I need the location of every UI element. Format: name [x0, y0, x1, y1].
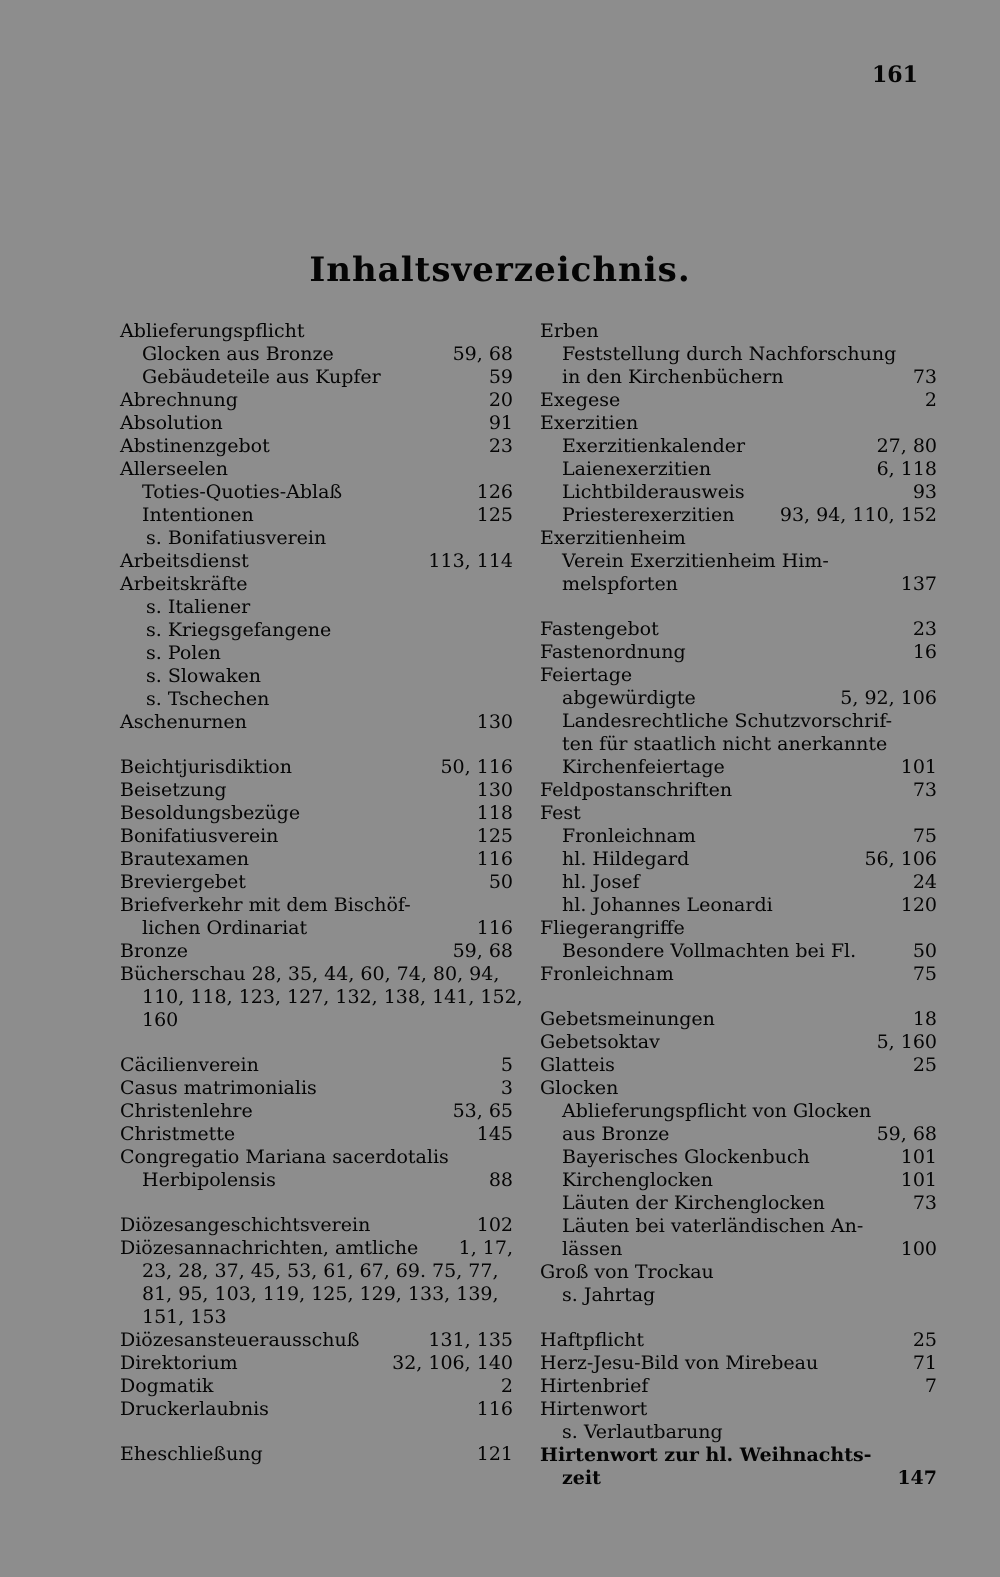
index-entry-pages: 59, 68 — [452, 343, 513, 365]
index-entry — [120, 642, 513, 665]
index-entry-pages: 71 — [912, 1352, 937, 1374]
index-entry — [120, 1398, 513, 1421]
index-entry-pages: 23 — [488, 435, 513, 457]
index-entry — [540, 664, 937, 687]
index-entry-pages: 145 — [476, 1123, 513, 1145]
index-entry — [540, 963, 937, 986]
index-entry — [120, 550, 513, 573]
index-entry-pages: 32, 106, 140 — [392, 1352, 513, 1374]
index-entry — [120, 619, 513, 642]
index-entry — [540, 343, 937, 366]
index-entry-label: Gebetsoktav — [540, 1031, 660, 1053]
index-entry — [540, 1352, 937, 1375]
index-entry-label: s. Polen — [146, 642, 221, 664]
index-entry-label: Fest — [540, 802, 581, 824]
index-entry-label: Landesrechtliche Schutzvorschrif- — [562, 710, 893, 732]
index-entry-label: lässen — [562, 1238, 623, 1260]
index-entry-label: lichen Ordinariat — [142, 917, 308, 939]
index-entry-label: Lichtbilderausweis — [562, 481, 745, 503]
index-entry-label: Intentionen — [142, 504, 254, 526]
index-entry — [540, 871, 937, 894]
index-entry — [540, 756, 937, 779]
index-entry-label: Exerzitien — [540, 412, 639, 434]
index-entry — [540, 1375, 937, 1398]
index-entry-label: Feiertage — [540, 664, 633, 686]
index-entry-pages: 101 — [900, 756, 937, 778]
index-entry — [120, 435, 513, 458]
index-entry-label: Feldpostanschriften — [540, 779, 733, 801]
index-entry-label: Cäcilienverein — [120, 1054, 259, 1076]
index-entry — [120, 688, 513, 711]
index-entry — [120, 1077, 513, 1100]
index-entry-label: hl. Josef — [562, 871, 640, 893]
index-entry-label: Diözesansteuerausschuß — [120, 1329, 360, 1351]
index-entry-label: Christmette — [120, 1123, 236, 1145]
index-entry — [120, 1375, 513, 1398]
index-entry-pages: 137 — [900, 573, 937, 595]
index-entry-label: Glocken — [540, 1077, 619, 1099]
index-entry-label: ten für staatlich nicht anerkannte — [562, 733, 888, 755]
index-entry-label: Fronleichnam — [540, 963, 674, 985]
index-entry — [540, 1421, 937, 1444]
index-entry-label: Läuten der Kirchenglocken — [562, 1192, 825, 1214]
index-entry-label: Groß von Trockau — [540, 1261, 714, 1283]
index-entry-label: zeit — [562, 1467, 601, 1489]
index-entry-label: Feststellung durch Nachforschung — [562, 343, 897, 365]
index-entry — [540, 1192, 937, 1215]
index-entry-label: Bayerisches Glockenbuch — [562, 1146, 810, 1168]
index-entry — [540, 825, 937, 848]
index-entry — [540, 1146, 937, 1169]
index-entry-pages: 20 — [488, 389, 513, 411]
index-entry-pages: 53, 65 — [452, 1100, 513, 1122]
index-entry-pages: 50, 116 — [440, 756, 513, 778]
index-entry-label: 151, 153 — [142, 1306, 227, 1328]
index-entry — [540, 779, 937, 802]
index-entry-pages: 126 — [476, 481, 513, 503]
index-entry-pages: 101 — [900, 1169, 937, 1191]
index-entry — [540, 504, 937, 527]
index-entry-label: 160 — [142, 1009, 179, 1031]
index-entry — [540, 1077, 937, 1100]
index-entry — [120, 848, 513, 871]
index-entry — [120, 940, 513, 963]
index-entry — [120, 1054, 513, 1077]
index-entry — [120, 412, 513, 435]
index-entry-pages: 50 — [488, 871, 513, 893]
index-entry — [120, 1169, 513, 1192]
index-entry-pages: 27, 80 — [876, 435, 937, 457]
index-entry-pages: 102 — [476, 1214, 513, 1236]
index-entry-pages: 23 — [912, 618, 937, 640]
index-entry — [540, 320, 937, 343]
index-entry-label: Bonifatiusverein — [120, 825, 279, 847]
index-entry-pages: 2 — [924, 389, 937, 411]
index-entry — [540, 481, 937, 504]
index-entry-label: Congregatio Mariana sacerdotalis — [120, 1146, 449, 1168]
index-entry-label: 81, 95, 103, 119, 125, 129, 133, 139, — [142, 1283, 499, 1305]
index-entry-label: s. Verlautbarung — [562, 1421, 723, 1443]
index-entry — [120, 871, 513, 894]
index-entry-label: Aschenurnen — [120, 711, 247, 733]
index-entry — [540, 687, 937, 710]
index-entry-label: s. Italiener — [146, 596, 251, 618]
index-entry — [120, 504, 513, 527]
index-entry-label: Priesterexerzitien — [562, 504, 735, 526]
index-entry — [540, 1100, 937, 1123]
index-entry-label: s. Kriegsgefangene — [146, 619, 332, 641]
index-entry-label: Allerseelen — [120, 458, 228, 480]
index-entry — [120, 320, 513, 343]
index-entry — [120, 458, 513, 481]
index-entry — [540, 1031, 937, 1054]
index-entry-label: Arbeitskräfte — [120, 573, 248, 595]
index-entry-label: Casus matrimonialis — [120, 1077, 317, 1099]
index-entry — [540, 641, 937, 664]
index-entry-label: Druckerlaubnis — [120, 1398, 269, 1420]
index-entry-label: Kirchenfeiertage — [562, 756, 725, 778]
index-entry — [120, 1123, 513, 1146]
index-entry — [540, 1467, 937, 1490]
index-entry-label: Dogmatik — [120, 1375, 214, 1397]
index-entry — [120, 1100, 513, 1123]
index-entry — [120, 366, 513, 389]
index-entry — [540, 1169, 937, 1192]
index-entry — [120, 963, 513, 986]
index-entry — [540, 1238, 937, 1261]
index-entry-label: Briefverkehr mit dem Bischöf- — [120, 894, 411, 916]
index-entry — [540, 1123, 937, 1146]
index-entry — [540, 1215, 937, 1238]
index-entry — [540, 527, 937, 550]
index-entry-label: s. Slowaken — [146, 665, 261, 687]
index-entry-pages: 1, 17, — [458, 1237, 513, 1259]
index-entry-label: aus Bronze — [562, 1123, 670, 1145]
index-entry-label: Gebetsmeinungen — [540, 1008, 715, 1030]
index-entry-label: Exegese — [540, 389, 621, 411]
index-entry-label: Kirchenglocken — [562, 1169, 714, 1191]
index-entry — [120, 756, 513, 779]
index-entry-label: Ablieferungspflicht von Glocken — [562, 1100, 872, 1122]
index-entry-pages: 6, 118 — [876, 458, 937, 480]
section-gap — [540, 596, 937, 618]
index-entry — [540, 1329, 937, 1352]
index-entry-label: Diözesangeschichtsverein — [120, 1214, 371, 1236]
index-entry — [120, 389, 513, 412]
index-entry-label: Hirtenbrief — [540, 1375, 649, 1397]
index-entry — [120, 596, 513, 619]
index-entry-pages: 121 — [476, 1443, 513, 1465]
page-number: 161 — [872, 62, 918, 88]
index-entry-label: Glocken aus Bronze — [142, 343, 334, 365]
index-entry-label: Diözesannachrichten, amtliche — [120, 1237, 419, 1259]
index-entry-pages: 59, 68 — [452, 940, 513, 962]
index-entry-pages: 73 — [912, 366, 937, 388]
index-entry-label: Bronze — [120, 940, 188, 962]
index-entry — [540, 1261, 937, 1284]
index-entry-pages: 130 — [476, 711, 513, 733]
index-entry-pages: 130 — [476, 779, 513, 801]
index-entry — [120, 665, 513, 688]
index-entry-label: in den Kirchenbüchern — [562, 366, 784, 388]
index-entry-pages: 116 — [476, 917, 513, 939]
index-entry — [540, 733, 937, 756]
index-entry-label: hl. Hildegard — [562, 848, 690, 870]
index-entry-label: melspforten — [562, 573, 678, 595]
page-title: Inhaltsverzeichnis. — [309, 250, 691, 290]
index-entry-label: Toties-Quoties-Ablaß — [142, 481, 343, 503]
index-entry-label: Laienexerzitien — [562, 458, 712, 480]
index-entry — [120, 986, 523, 1009]
index-entry — [120, 1329, 513, 1352]
index-entry-pages: 91 — [488, 412, 513, 434]
index-entry-label: Glatteis — [540, 1054, 615, 1076]
index-entry-pages: 18 — [912, 1008, 937, 1030]
index-entry — [120, 1283, 513, 1306]
index-entry-label: Hirtenwort — [540, 1398, 648, 1420]
index-entry-label: Fastengebot — [540, 618, 659, 640]
index-entry-pages: 5 — [500, 1054, 513, 1076]
index-entry-label: Fronleichnam — [562, 825, 696, 847]
index-entry-label: Haftpflicht — [540, 1329, 644, 1351]
index-entry — [540, 1054, 937, 1077]
index-entry-pages: 113, 114 — [428, 550, 513, 572]
index-entry — [120, 711, 513, 734]
index-entry-pages: 50 — [912, 940, 937, 962]
index-entry — [540, 618, 937, 641]
section-gap — [120, 734, 513, 756]
index-entry — [120, 1009, 513, 1032]
index-entry — [540, 458, 937, 481]
index-entry-pages: 147 — [897, 1467, 937, 1489]
index-entry-label: Bücherschau 28, 35, 44, 60, 74, 80, 94, — [120, 963, 500, 985]
index-entry-pages: 59 — [488, 366, 513, 388]
index-entry-label: Besoldungsbezüge — [120, 802, 301, 824]
index-entry-pages: 93 — [912, 481, 937, 503]
index-entry — [540, 1444, 937, 1467]
index-entry-pages: 24 — [912, 871, 937, 893]
index-entry-label: s. Jahrtag — [562, 1284, 656, 1306]
index-entry-pages: 100 — [900, 1238, 937, 1260]
index-entry-pages: 2 — [500, 1375, 513, 1397]
index-entry-pages: 5, 160 — [876, 1031, 937, 1053]
index-entry-label: Besondere Vollmachten bei Fl. — [562, 940, 857, 962]
index-entry — [540, 1284, 937, 1307]
index-entry — [540, 389, 937, 412]
index-entry-label: Herbipolensis — [142, 1169, 276, 1191]
index-entry-pages: 56, 106 — [864, 848, 937, 870]
index-entry — [120, 1237, 513, 1260]
index-entry — [540, 550, 937, 573]
index-entry-pages: 125 — [476, 504, 513, 526]
index-entry-pages: 116 — [476, 1398, 513, 1420]
index-entry-label: s. Tschechen — [146, 688, 270, 710]
index-entry — [540, 412, 937, 435]
index-entry — [120, 1306, 513, 1329]
index-entry-label: Eheschließung — [120, 1443, 263, 1465]
index-entry-pages: 75 — [912, 963, 937, 985]
index-entry-label: Direktorium — [120, 1352, 238, 1374]
index-entry — [120, 343, 513, 366]
index-entry — [120, 527, 513, 550]
index-column-right — [540, 320, 937, 1490]
index-entry — [540, 940, 937, 963]
index-entry-pages: 118 — [476, 802, 513, 824]
section-gap — [120, 1192, 513, 1214]
index-entry-pages: 120 — [900, 894, 937, 916]
index-entry — [120, 917, 513, 940]
index-entry — [540, 848, 937, 871]
index-entry — [540, 366, 937, 389]
index-entry — [120, 1443, 513, 1466]
index-entry-label: Exerzitienkalender — [562, 435, 746, 457]
index-entry-label: 23, 28, 37, 45, 53, 61, 67, 69. 75, 77, — [142, 1260, 499, 1282]
index-column-left — [120, 320, 523, 1466]
index-entry-pages: 101 — [900, 1146, 937, 1168]
index-entry-pages: 3 — [500, 1077, 513, 1099]
index-entry-label: Fastenordnung — [540, 641, 686, 663]
index-entry-label: Abstinenzgebot — [120, 435, 270, 457]
section-gap — [540, 986, 937, 1008]
index-entry-pages: 7 — [924, 1375, 937, 1397]
index-entry-pages: 73 — [912, 1192, 937, 1214]
index-entry — [540, 802, 937, 825]
index-entry-label: Verein Exerzitienheim Him- — [562, 550, 829, 572]
index-entry-label: Abrechnung — [120, 389, 238, 411]
index-entry — [540, 894, 937, 917]
index-entry — [120, 894, 513, 917]
index-entry-pages: 16 — [912, 641, 937, 663]
index-entry-pages: 25 — [912, 1054, 937, 1076]
index-entry — [120, 802, 513, 825]
index-entry — [540, 710, 937, 733]
index-entry-label: hl. Johannes Leonardi — [562, 894, 773, 916]
index-entry-label: Herz-Jesu-Bild von Mirebeau — [540, 1352, 819, 1374]
index-entry — [120, 573, 513, 596]
index-entry — [540, 917, 937, 940]
index-entry-label: Exerzitienheim — [540, 527, 686, 549]
index-entry-label: Beisetzung — [120, 779, 227, 801]
index-entry-pages: 125 — [476, 825, 513, 847]
index-entry-label: Christenlehre — [120, 1100, 253, 1122]
index-entry-label: Hirtenwort zur hl. Weihnachts- — [540, 1444, 872, 1466]
index-entry-pages: 59, 68 — [876, 1123, 937, 1145]
index-entry-label: Beichtjurisdiktion — [120, 756, 292, 778]
index-entry — [120, 481, 513, 504]
index-entry — [540, 1008, 937, 1031]
index-entry — [120, 1260, 513, 1283]
index-entry-label: Erben — [540, 320, 599, 342]
index-entry — [120, 1146, 513, 1169]
index-entry-label: Breviergebet — [120, 871, 246, 893]
index-entry-label: Ablieferungspflicht — [120, 320, 305, 342]
index-entry-label: Fliegerangriffe — [540, 917, 685, 939]
section-gap — [540, 1307, 937, 1329]
index-entry-label: Arbeitsdienst — [120, 550, 249, 572]
index-entry-label: abgewürdigte — [562, 687, 696, 709]
index-entry-label: 110, 118, 123, 127, 132, 138, 141, 152, — [142, 986, 523, 1008]
index-entry-label: Gebäudeteile aus Kupfer — [142, 366, 381, 388]
index-entry — [540, 573, 937, 596]
index-entry-pages: 73 — [912, 779, 937, 801]
index-entry-pages: 116 — [476, 848, 513, 870]
index-entry-pages: 75 — [912, 825, 937, 847]
index-entry — [540, 1398, 937, 1421]
section-gap — [120, 1421, 513, 1443]
index-entry-pages: 93, 94, 110, 152 — [779, 504, 937, 526]
index-entry-pages: 131, 135 — [428, 1329, 513, 1351]
index-entry-pages: 88 — [488, 1169, 513, 1191]
index-entry-label: s. Bonifatiusverein — [146, 527, 327, 549]
index-entry — [120, 1352, 513, 1375]
index-entry-pages: 5, 92, 106 — [840, 687, 937, 709]
index-entry — [120, 1214, 513, 1237]
index-entry — [120, 825, 513, 848]
section-gap — [120, 1032, 513, 1054]
index-entry-label: Läuten bei vaterländischen An- — [562, 1215, 864, 1237]
index-entry-label: Absolution — [120, 412, 223, 434]
index-entry-label: Brautexamen — [120, 848, 250, 870]
index-entry — [540, 435, 937, 458]
index-entry — [120, 779, 513, 802]
index-entry-pages: 25 — [912, 1329, 937, 1351]
